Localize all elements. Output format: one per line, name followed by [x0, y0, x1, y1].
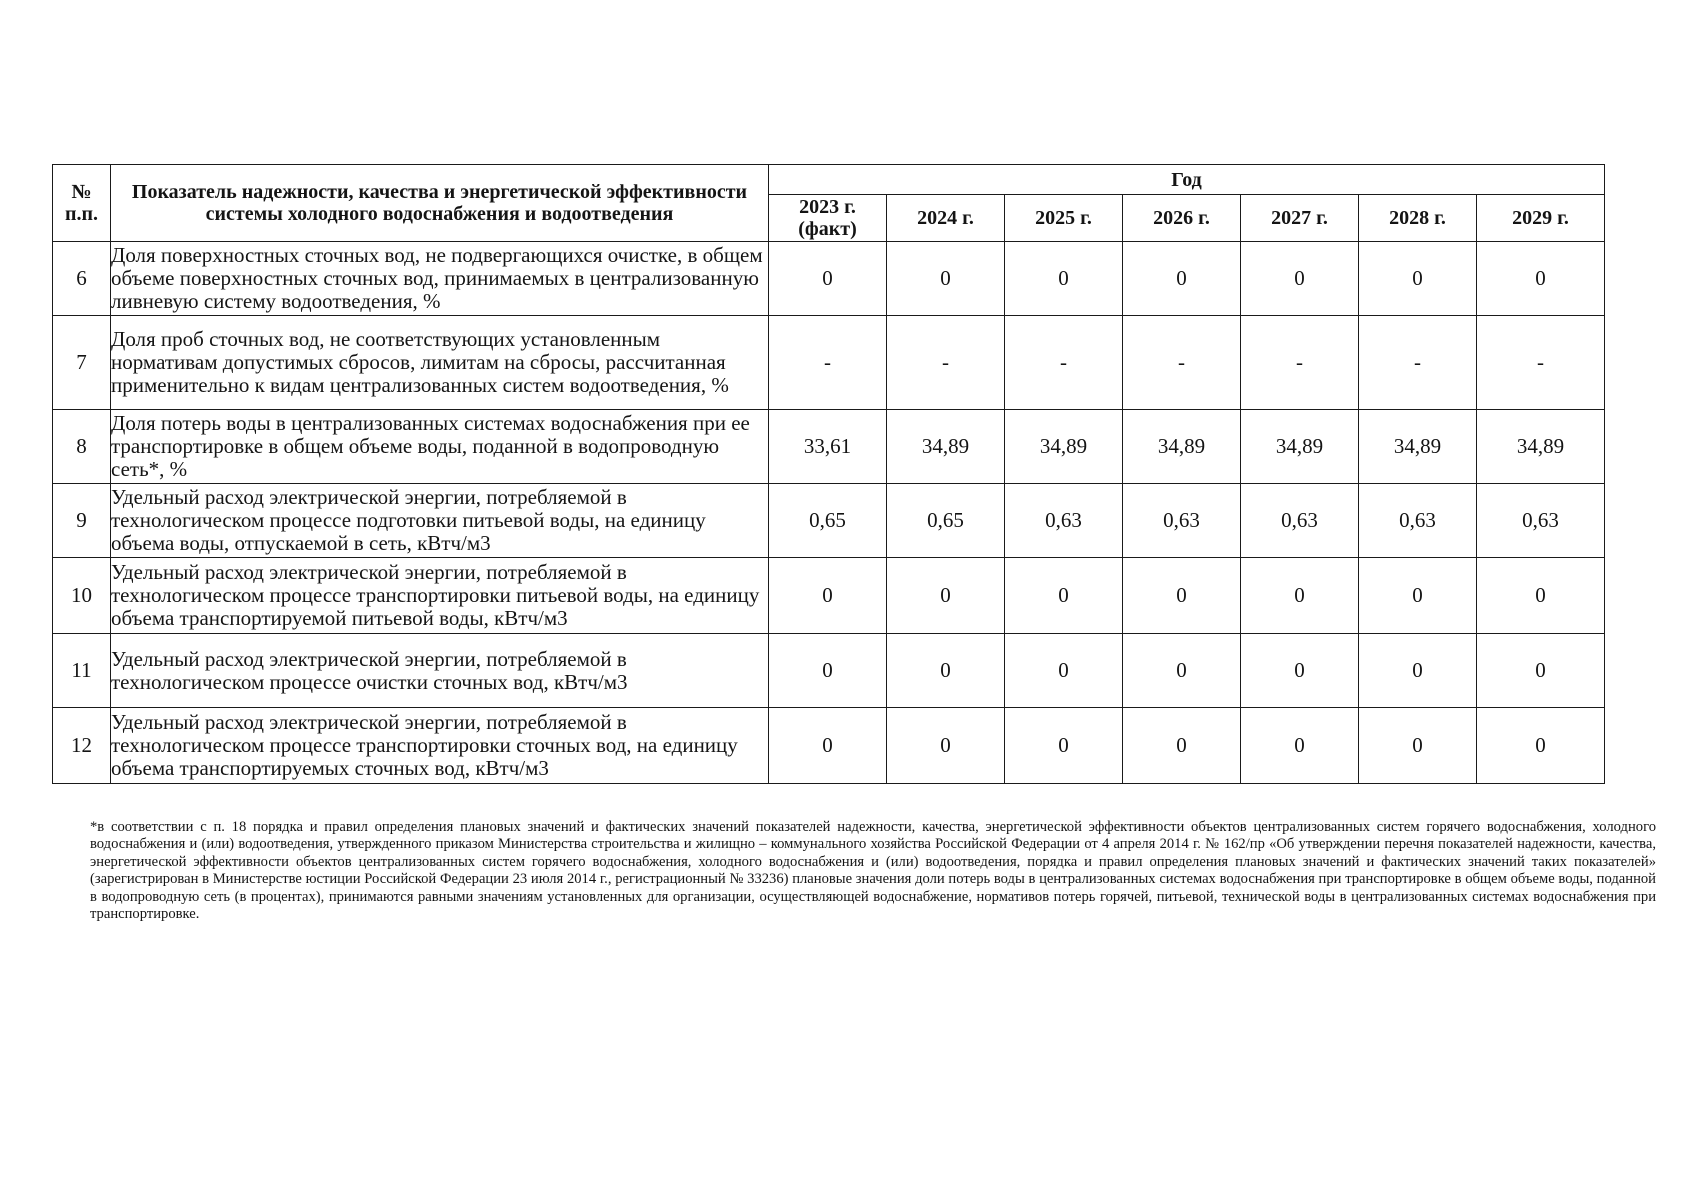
value-cell: -: [1123, 316, 1241, 410]
value-cell: 0,63: [1359, 484, 1477, 558]
indicator-name: Удельный расход электрической энергии, потребляемой в технологическом процессе очистки сточных вод, кВтч/м3: [111, 634, 769, 708]
header-year-group: Год: [769, 165, 1605, 195]
value-cell: 0: [1005, 708, 1123, 784]
indicator-name: Доля потерь воды в централизованных системах водоснабжения при ее транспортировке в общем объеме воды, поданной в водопроводную сеть*, %: [111, 410, 769, 484]
value-cell: 0: [1477, 558, 1605, 634]
table-body: [53, 242, 1605, 784]
value-cell: 0: [769, 558, 887, 634]
header-year: 2028 г.: [1359, 195, 1477, 242]
value-cell: 0: [1123, 708, 1241, 784]
value-cell: 0: [1123, 634, 1241, 708]
value-cell: 0: [1123, 242, 1241, 316]
value-cell: 0: [1005, 242, 1123, 316]
value-cell: 0: [1359, 634, 1477, 708]
header-year: 2024 г.: [887, 195, 1005, 242]
table-row: [53, 634, 1605, 708]
value-cell: 34,89: [887, 410, 1005, 484]
row-number: 11: [53, 634, 111, 708]
value-cell: 0: [769, 634, 887, 708]
indicator-name: Доля поверхностных сточных вод, не подвергающихся очистке, в общем объеме поверхностных сточных вод, принимаемых в централизованную ливневую систему водоотведения, %: [111, 242, 769, 316]
footnote: *в соответствии с п. 18 порядка и правил определения плановых значений и фактических значений показателей надежности, качества, энергетической эффективности объектов централизованных систем горячего водоснабжения, холодного водоснабжения и (или) водоотведения, утвержденного приказом Министерства строительства и жилищно – коммунального хозяйства Российской Федерации от 4 апреля 2014 г. № 162/пр «Об утверждении перечня показателей надежности, качества, энергетической эффективности объектов централизованных систем горячего водоснабжения, холодного водоснабжения и (или) водоотведения, порядка и правил определения плановых значений и фактических значений таких показателей» (зарегистрирован в Министерстве юстиции Российской Федерации 23 июля 2014 г., регистрационный № 33236) плановые значения доли потерь воды в централизованных системах водоснабжения при транспортировке в общем объеме воды, поданной в водопроводную сеть (в процентах), принимаются равными значениям установленных для организации, осуществляющей водоснабжение, нормативов потерь горячей, питьевой, технической воды в централизованных системах водоснабжения при транспортировке.: [90, 818, 1656, 923]
header-year: 2023 г. (факт): [769, 195, 887, 242]
value-cell: 0: [1241, 708, 1359, 784]
indicator-name: Удельный расход электрической энергии, потребляемой в технологическом процессе транспортировки питьевой воды, на единицу объема транспортируемой питьевой воды, кВтч/м3: [111, 558, 769, 634]
table-row: [53, 316, 1605, 410]
header-year: 2027 г.: [1241, 195, 1359, 242]
table-row: [53, 484, 1605, 558]
value-cell: -: [887, 316, 1005, 410]
indicators-table: [52, 164, 1605, 784]
value-cell: 0: [1477, 242, 1605, 316]
value-cell: 0: [887, 708, 1005, 784]
value-cell: 0: [1477, 708, 1605, 784]
table-row: [53, 708, 1605, 784]
header-year: 2026 г.: [1123, 195, 1241, 242]
value-cell: -: [769, 316, 887, 410]
table-row: [53, 242, 1605, 316]
header-num: № п.п.: [53, 165, 111, 242]
row-number: 8: [53, 410, 111, 484]
value-cell: 0: [1005, 634, 1123, 708]
value-cell: 0,63: [1477, 484, 1605, 558]
header-year: 2029 г.: [1477, 195, 1605, 242]
value-cell: 0,65: [887, 484, 1005, 558]
value-cell: 34,89: [1005, 410, 1123, 484]
value-cell: 0: [1359, 242, 1477, 316]
value-cell: 0: [1241, 558, 1359, 634]
value-cell: -: [1005, 316, 1123, 410]
table-header: [53, 165, 1605, 242]
value-cell: 0: [1005, 558, 1123, 634]
value-cell: 34,89: [1123, 410, 1241, 484]
value-cell: 33,61: [769, 410, 887, 484]
value-cell: 0: [1241, 634, 1359, 708]
value-cell: 0,65: [769, 484, 887, 558]
value-cell: -: [1477, 316, 1605, 410]
value-cell: 34,89: [1241, 410, 1359, 484]
table-row: [53, 410, 1605, 484]
header-year: 2025 г.: [1005, 195, 1123, 242]
row-number: 6: [53, 242, 111, 316]
indicator-name: Удельный расход электрической энергии, потребляемой в технологическом процессе подготовки питьевой воды, на единицу объема воды, отпускаемой в сеть, кВтч/м3: [111, 484, 769, 558]
value-cell: 0: [769, 708, 887, 784]
row-number: 9: [53, 484, 111, 558]
value-cell: -: [1241, 316, 1359, 410]
value-cell: 0: [887, 242, 1005, 316]
value-cell: 0: [1359, 708, 1477, 784]
value-cell: -: [1359, 316, 1477, 410]
value-cell: 0,63: [1241, 484, 1359, 558]
row-number: 7: [53, 316, 111, 410]
value-cell: 0: [1477, 634, 1605, 708]
value-cell: 34,89: [1359, 410, 1477, 484]
value-cell: 0: [1241, 242, 1359, 316]
header-indicator: Показатель надежности, качества и энергетической эффективности системы холодного водоснабжения и водоотведения: [111, 165, 769, 242]
row-number: 12: [53, 708, 111, 784]
value-cell: 0: [769, 242, 887, 316]
value-cell: 0: [1359, 558, 1477, 634]
indicator-name: Удельный расход электрической энергии, потребляемой в технологическом процессе транспортировки сточных вод, на единицу объема транспортируемых сточных вод, кВтч/м3: [111, 708, 769, 784]
value-cell: 0,63: [1005, 484, 1123, 558]
indicator-name: Доля проб сточных вод, не соответствующих установленным нормативам допустимых сбросов, лимитам на сбросы, рассчитанная применительно к видам централизованных систем водоотведения, %: [111, 316, 769, 410]
value-cell: 0: [1123, 558, 1241, 634]
table-row: [53, 558, 1605, 634]
value-cell: 0: [887, 558, 1005, 634]
value-cell: 0: [887, 634, 1005, 708]
value-cell: 0,63: [1123, 484, 1241, 558]
row-number: 10: [53, 558, 111, 634]
value-cell: 34,89: [1477, 410, 1605, 484]
